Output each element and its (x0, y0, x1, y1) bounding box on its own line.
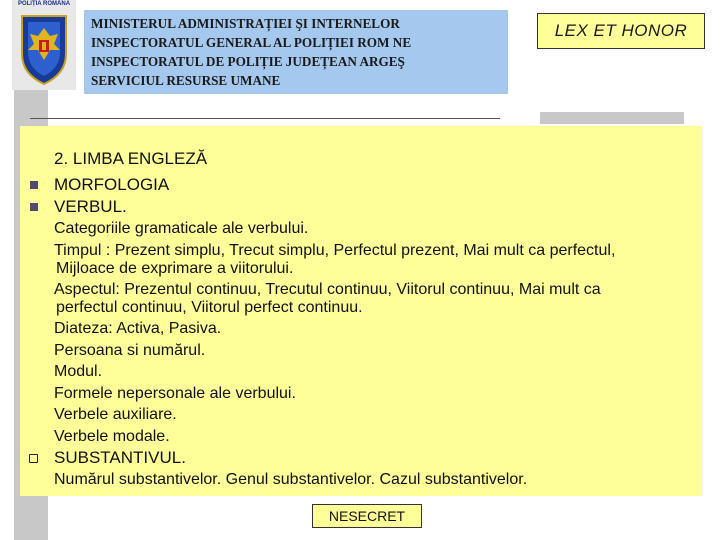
verb-item: Modul. (54, 363, 103, 380)
section-morphology: MORFOLOGIA (54, 175, 170, 194)
verb-item: Categoriile gramaticale ale verbului. (54, 220, 309, 237)
classification-stamp: NESECRET (312, 504, 422, 528)
verb-item: Persoana si numărul. (54, 342, 206, 359)
checkbox-bullet-icon (29, 454, 38, 463)
header-institution-box (84, 10, 508, 94)
header-line-county-inspectorate: INSPECTORATUL DE POLIȚIE JUDEȚEAN ARGEŞ (91, 54, 405, 69)
verb-item: Formele nepersonale ale verbului. (54, 385, 296, 402)
logo-caption: POLIȚIA ROMÂNĂ (17, 1, 71, 7)
logo (12, 0, 76, 90)
verb-item: Mijloace de exprimare a viitorului. (56, 260, 294, 277)
verb-item: perfectul continuu, Viitorul perfect continuu. (56, 299, 363, 316)
header-line-ministry: MINISTERUL ADMINISTRAȚIEI ŞI INTERNELOR (91, 16, 400, 31)
section-noun: SUBSTANTIVUL. (54, 448, 186, 467)
romanian-police-shield-icon (18, 12, 70, 86)
verb-item: Verbele modale. (54, 428, 170, 445)
header-line-service: SERVICIUL RESURSE UMANE (91, 73, 281, 88)
section-verb: VERBUL. (54, 197, 127, 216)
verb-item: Diateza: Activa, Pasiva. (54, 320, 222, 337)
noun-item: Numărul substantivelor. Genul substantivelor. Cazul substantivelor. (54, 471, 528, 488)
verb-item: Verbele auxiliare. (54, 406, 177, 423)
slide-title: 2. LIMBA ENGLEZĂ (54, 149, 208, 168)
content-panel (20, 126, 702, 496)
header-divider (30, 118, 500, 119)
square-bullet-icon (30, 203, 38, 211)
square-bullet-icon (30, 181, 38, 189)
verb-item: Aspectul: Prezentul continuu, Trecutul continuu, Viitorul continuu, Mai mult ca (54, 281, 601, 298)
header-line-general-inspectorate: INSPECTORATUL GENERAL AL POLIȚIEI ROM NE (91, 35, 412, 50)
verb-item: Timpul : Prezent simplu, Trecut simplu, Perfectul prezent, Mai mult ca perfectul, (54, 242, 616, 259)
header-decor-bar (540, 112, 684, 124)
motto-box: LEX ET HONOR (537, 13, 705, 49)
